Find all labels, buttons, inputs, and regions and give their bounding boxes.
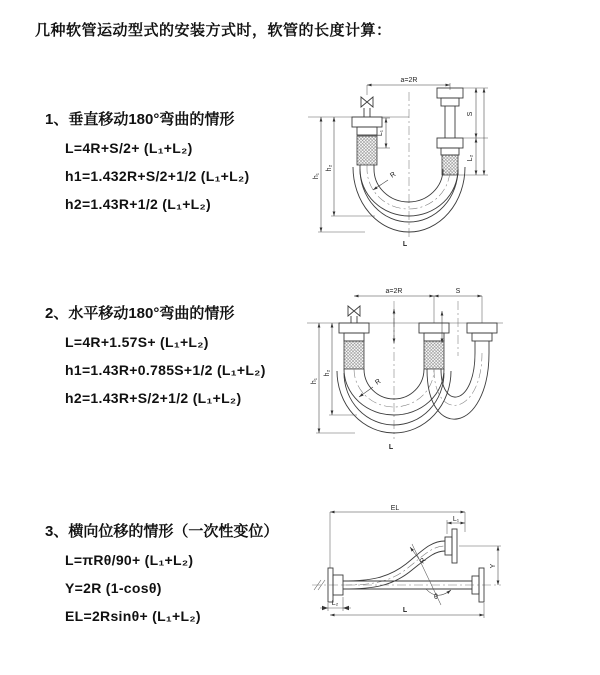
dim-a2r-label: a=2R [400, 77, 418, 84]
hose-curve-moved [441, 353, 475, 397]
dim-l1-label: L₁ [452, 516, 460, 523]
diagram-horizontal-180-bend [305, 281, 585, 473]
angle-arc [426, 589, 451, 595]
left-flange [352, 117, 382, 127]
dim-l2-label: L₂ [467, 154, 474, 162]
radius-label: R [389, 171, 398, 180]
formula-line: L=4R+S/2+ (L₁+L₂) [65, 140, 193, 156]
dim-y-label: Y [490, 563, 497, 569]
formula-line: L=πRθ/90+ (L₁+L₂) [65, 552, 194, 568]
hose-s-curve [343, 541, 445, 581]
valve-icon [348, 306, 360, 316]
upper-flange [452, 529, 457, 563]
braid-section [344, 341, 364, 369]
length-label: L [402, 241, 408, 248]
dim-l2-label: L₂ [331, 600, 339, 607]
dim-h1-label: h₁ [313, 172, 320, 180]
section-heading: 1、垂直移动180°弯曲的情形 [45, 111, 235, 128]
page-title: 几种软管运动型式的安装方式时，软管的长度计算： [35, 22, 392, 39]
right-flange-lower [437, 138, 463, 148]
dim-s-label: S [455, 288, 461, 295]
radius-label: R [418, 556, 428, 566]
length-label: L [388, 444, 394, 451]
braid-section [442, 155, 458, 175]
dim-h2-label: h₂ [324, 369, 331, 377]
radius-label: R [374, 378, 383, 387]
dim-h2-label: h₂ [326, 164, 333, 172]
diagram-lateral-displacement [298, 502, 508, 650]
section-heading: 3、横向位移的情形（一次性变位） [45, 523, 279, 540]
hose-curve [374, 165, 443, 202]
braid-section [424, 341, 444, 369]
dim-s-label: S [467, 111, 474, 117]
section-3 [45, 518, 278, 630]
dim-h1-label: h₁ [311, 377, 318, 385]
braid-section [357, 136, 377, 165]
section-1 [45, 106, 250, 218]
formula-line: h2=1.43R+1/2 (L₁+L₂) [65, 196, 212, 212]
valve-icon [361, 97, 373, 107]
left-flange [339, 323, 369, 333]
formula-line: EL=2Rsinθ+ (L₁+L₂) [65, 608, 201, 624]
dim-a2r-label: a=2R [385, 288, 403, 295]
formula-line: h1=1.432R+S/2+1/2 (L₁+L₂) [65, 168, 250, 184]
formula-line: h1=1.43R+0.785S+1/2 (L₁+L₂) [65, 362, 266, 378]
section-2 [45, 300, 266, 412]
middle-flange [419, 323, 449, 333]
formula-line: h2=1.43R+S/2+1/2 (L₁+L₂) [65, 390, 242, 406]
dim-l1-label: L₁ [377, 129, 384, 137]
length-label: L [402, 607, 408, 614]
right-flange [467, 323, 497, 333]
formula-line: Y=2R (1-cosθ) [65, 580, 162, 596]
formula-line: L=4R+1.57S+ (L₁+L₂) [65, 334, 209, 350]
dim-el-label: EL [390, 505, 400, 512]
theta-label: θ [434, 594, 438, 601]
section-heading: 2、水平移动180°弯曲的情形 [45, 305, 235, 322]
diagram-vertical-180-bend [305, 70, 585, 260]
